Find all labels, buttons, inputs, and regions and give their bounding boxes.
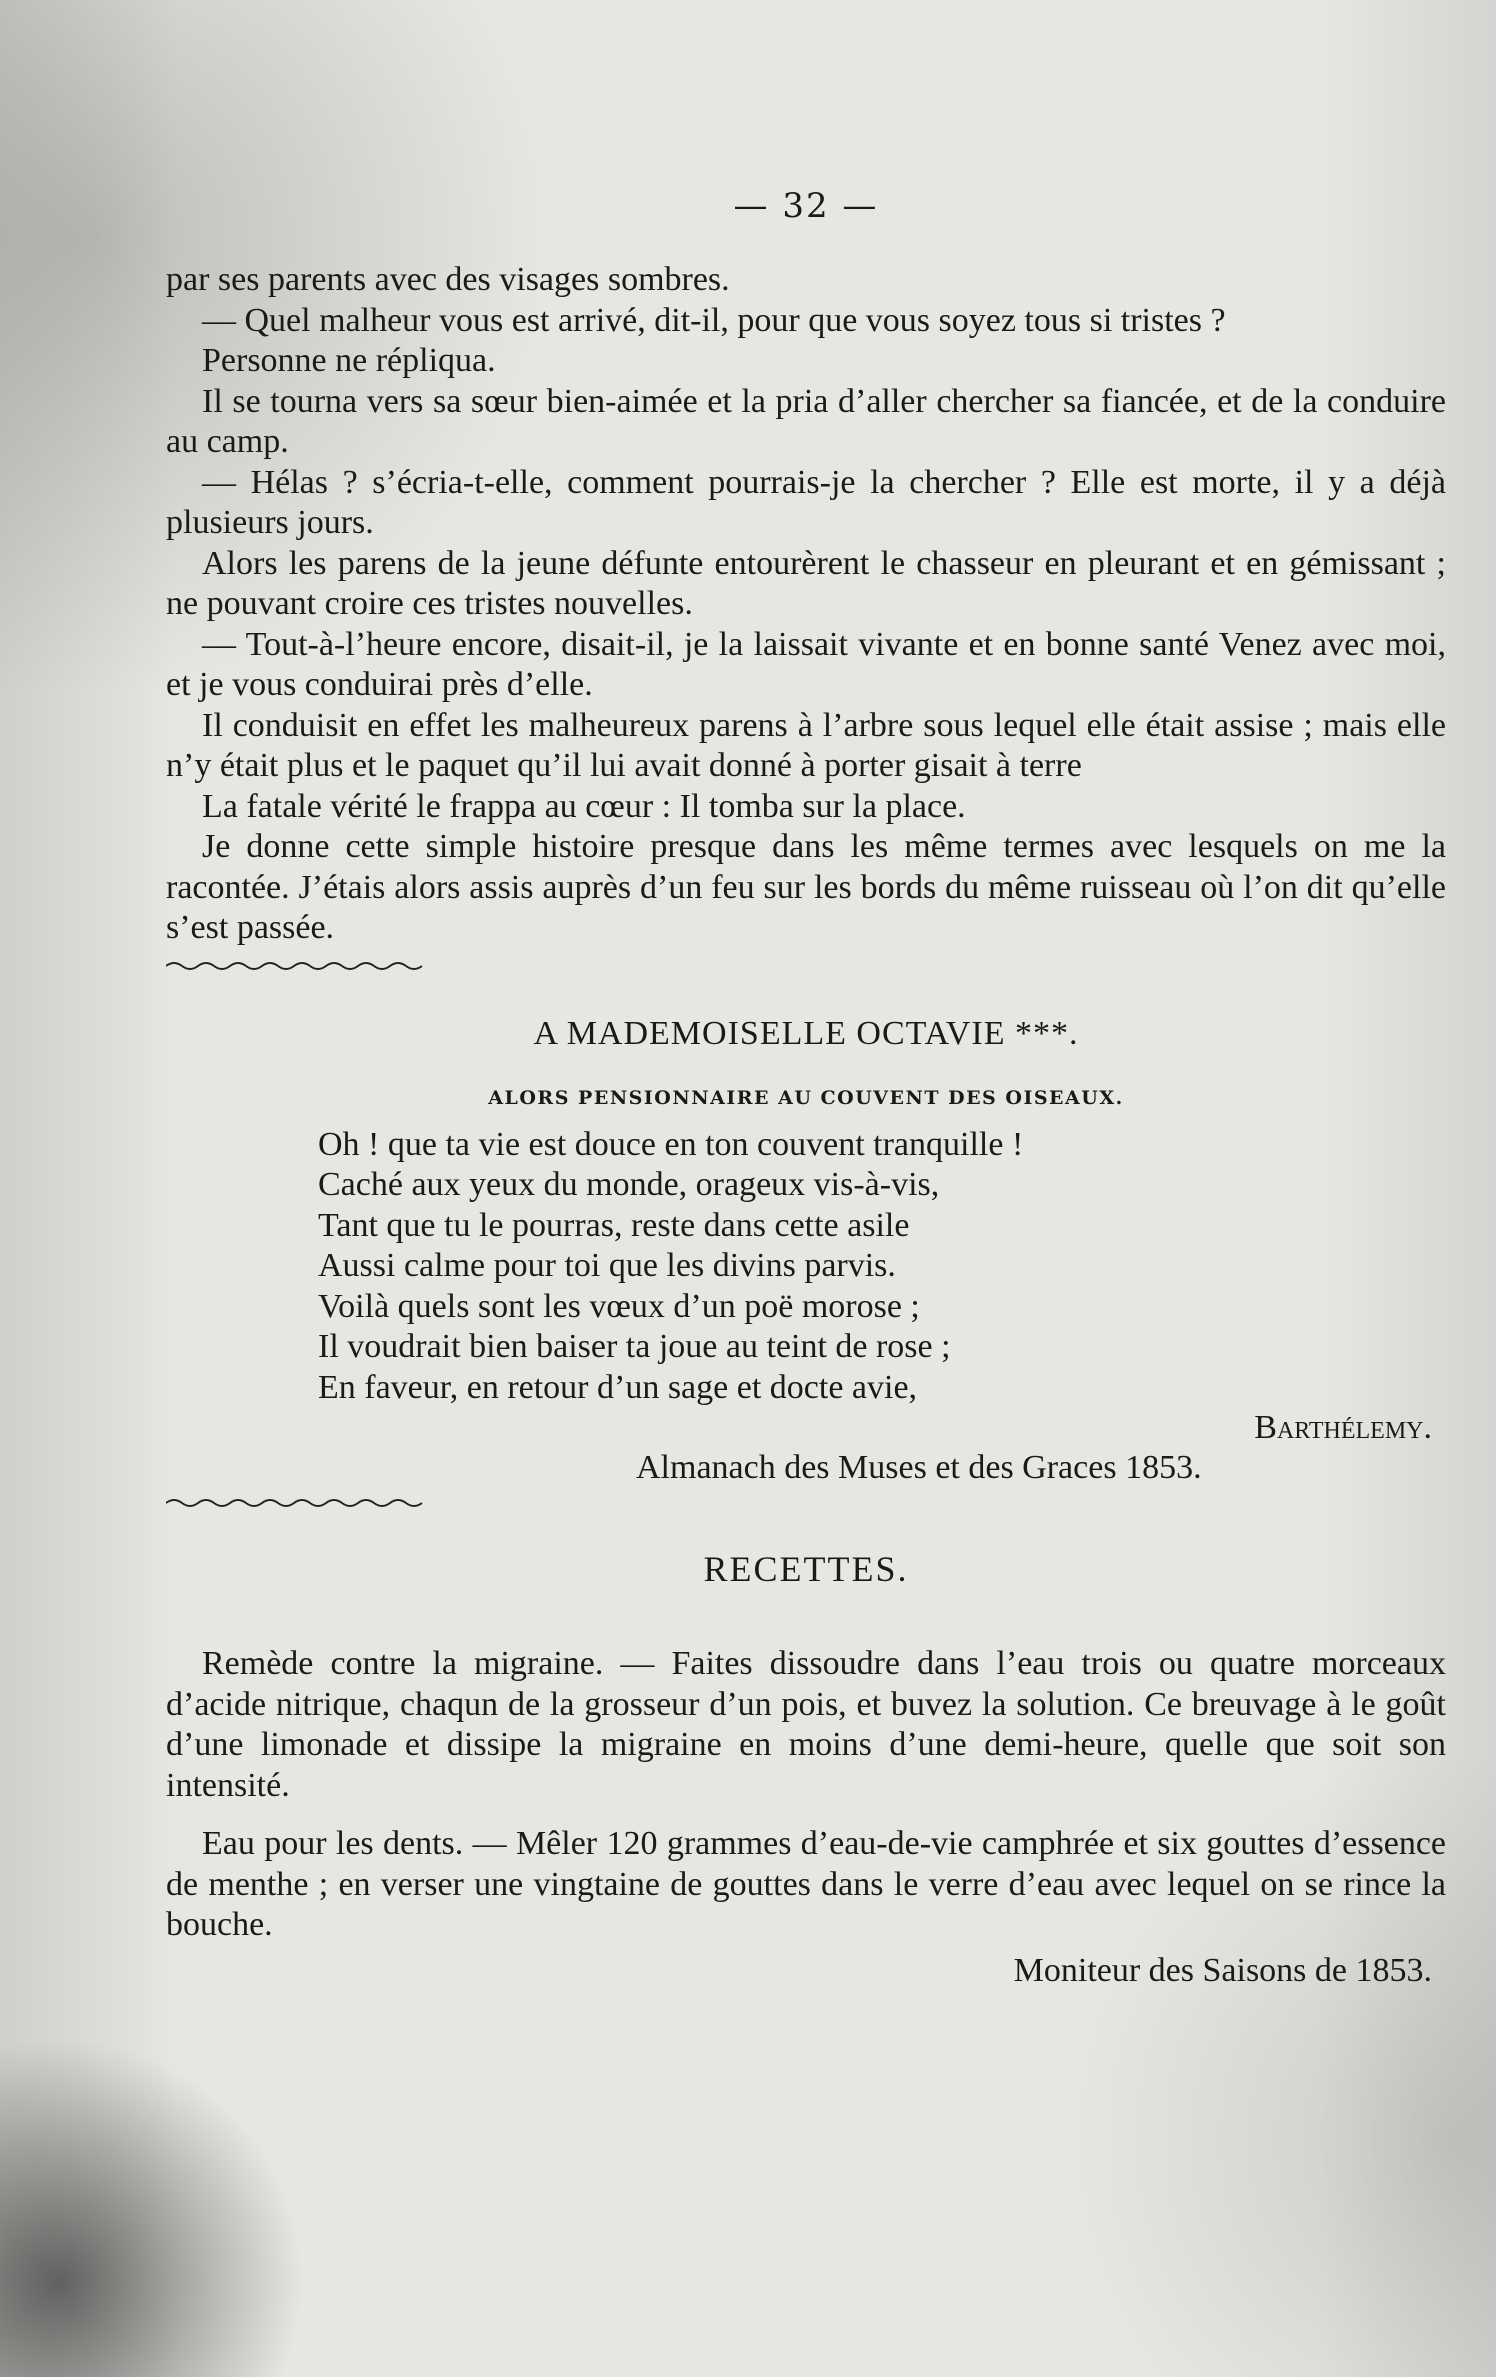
recipe-paragraph: Remède contre la migraine. — Faites dissoudre dans l’eau trois ou quatre morceaux d’acide nitrique, chaqun de la grosseur d’un pois, et buvez la solution. Ce breuvage à le goût d’une limonade et dissipe la migraine en moins d’une demi-heure, quelle que soit son intensité.	[166, 1645, 1446, 1804]
story-paragraph: La fatale vérité le frappa au cœur : Il tomba sur la place.	[202, 787, 966, 825]
recipes-title: RECETTES.	[703, 1549, 909, 1589]
story-paragraph: Il conduisit en effet les malheureux parens à l’arbre sous lequel elle était assise ; mais elle n’y était plus et le paquet qu’il lui avait donné à porter gisait à terre	[166, 706, 1446, 784]
page-number: — 32 —	[733, 186, 879, 226]
story-paragraph: Je donne cette simple histoire presque dans les même termes avec lesquels on me la racontée. J’étais alors assis auprès d’un feu sur les bords du même ruisseau où l’on dit qu’elle s’est passée.	[166, 828, 1446, 946]
wavy-separator	[166, 959, 426, 973]
story-paragraph: Il se tourna vers sa sœur bien-aimée et la pria d’aller chercher sa fiancée, et de la conduire au camp.	[166, 382, 1446, 460]
poem-line: En faveur, en retour d’un sage et docte avie,	[318, 1368, 918, 1406]
story-paragraph: Personne ne répliqua.	[202, 342, 496, 379]
poem-title: A MADEMOISELLE OCTAVIE ***.	[533, 1014, 1079, 1052]
poem-line: Tant que tu le pourras, reste dans cette asile	[318, 1206, 910, 1244]
page-content	[166, 186, 1446, 1990]
story-paragraph: par ses parents avec des visages sombres.	[166, 261, 730, 298]
story-text	[166, 260, 1446, 949]
poem-author	[166, 1408, 1446, 1448]
recipe-paragraph: Eau pour les dents. — Mêler 120 grammes d’eau-de-vie camphrée et six gouttes d’essence de menthe ; en verser une vingtaine de gouttes dans le verre d’eau avec lequel on se rince la bouche.	[166, 1825, 1446, 1943]
poem-author-name: Barthélemy.	[1254, 1409, 1432, 1446]
poem-line: Il voudrait bien baiser ta joue au teint de rose ;	[318, 1328, 951, 1365]
poem-source: Almanach des Muses et des Graces 1853.	[636, 1449, 1202, 1486]
poem-line: Aussi calme pour toi que les divins parvis.	[318, 1247, 896, 1284]
wavy-separator-2	[166, 1496, 426, 1510]
recipes-list	[166, 1644, 1446, 1946]
story-paragraph: — Hélas ? s’écria-t-elle, comment pourrais-je la chercher ? Elle est morte, il y a déjà plusieurs jours.	[166, 463, 1446, 541]
poem-line: Oh ! que ta vie est douce en ton couvent tranquille !	[318, 1125, 1024, 1163]
story-paragraph: Alors les parens de la jeune défunte entourèrent le chasseur en pleurant et en gémissant ; ne pouvant croire ces tristes nouvelles.	[166, 544, 1446, 622]
recipes-attribution: Moniteur des Saisons de 1853.	[1013, 1951, 1432, 1989]
poem-line: Caché aux yeux du monde, orageux vis-à-vis,	[318, 1166, 940, 1203]
story-paragraph: — Tout-à-l’heure encore, disait-il, je la laissait vivante et en bonne santé Venez avec moi, et je vous conduirai près d’elle.	[166, 625, 1446, 703]
poem-subtitle: ALORS PENSIONNAIRE AU COUVENT DES OISEAUX.	[488, 1086, 1124, 1109]
story-paragraph: — Quel malheur vous est arrivé, dit-il, pour que vous soyez tous si tristes ?	[202, 301, 1226, 339]
poem-lines	[166, 1125, 1446, 1409]
poem-line: Voilà quels sont les vœux d’un poë morose ;	[318, 1287, 920, 1325]
